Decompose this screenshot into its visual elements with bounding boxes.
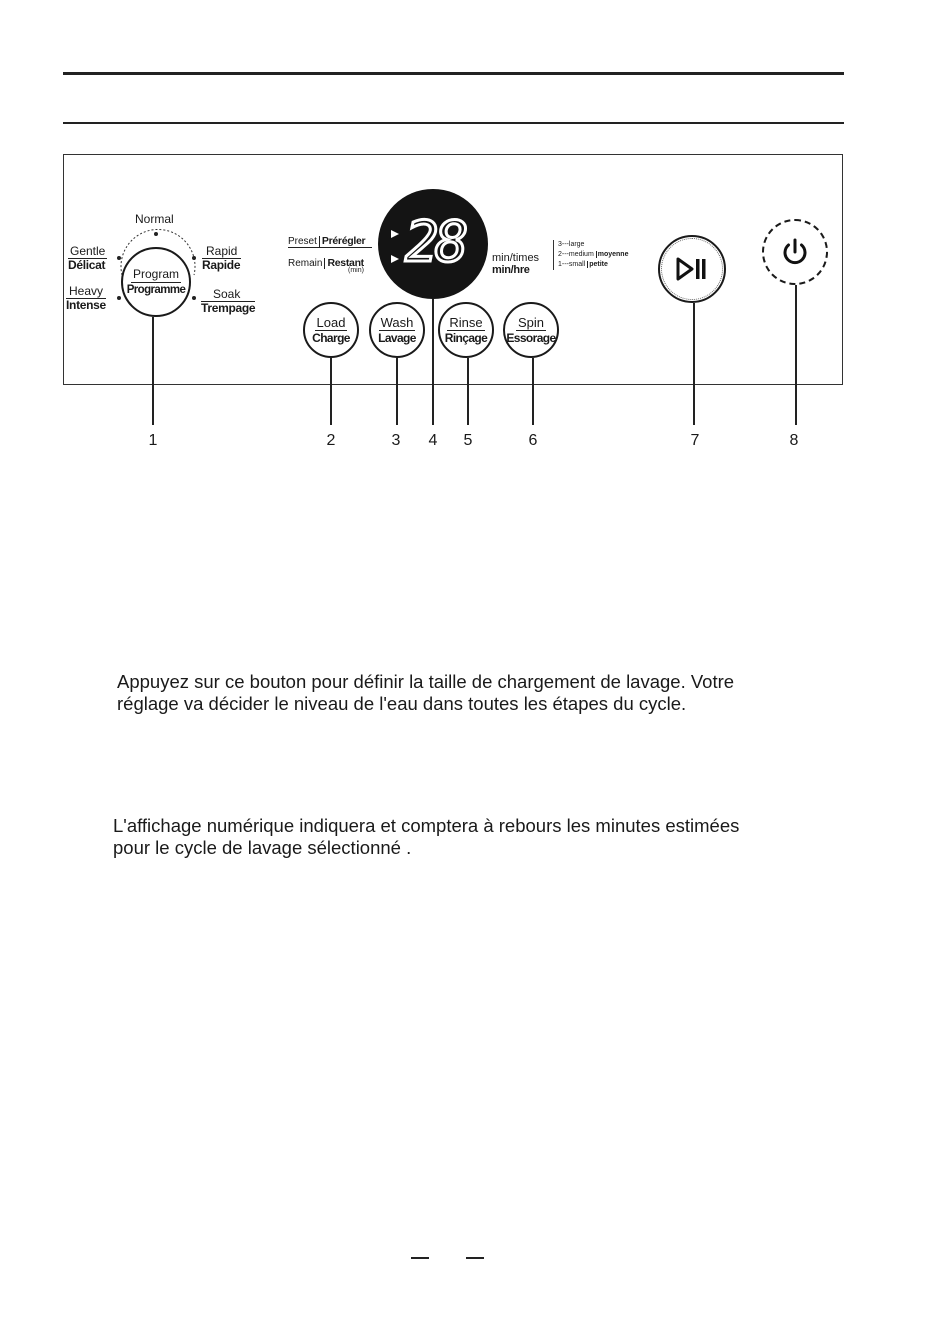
rinse-button-label-fr: Rinçage: [444, 330, 488, 345]
callout-8: 8: [789, 432, 799, 449]
program-button[interactable]: [121, 247, 191, 317]
spin-button-label: Spin: [517, 314, 545, 330]
preset-label: Preset: [288, 236, 317, 247]
spin-button[interactable]: [503, 302, 559, 358]
unit-label-group: [492, 252, 539, 276]
callout-3: 3: [391, 432, 401, 449]
callout-1: 1: [148, 432, 158, 449]
leader-line-4: [432, 299, 434, 425]
remain-indicator-icon: [390, 254, 400, 264]
size-small-fr: petite: [589, 261, 608, 268]
callout-2: 2: [326, 432, 336, 449]
gentle-label: Gentle: [70, 244, 106, 258]
remain-label-fr: Restant: [327, 257, 364, 269]
heavy-label-fr: Intense: [66, 298, 106, 312]
header-rule-bottom: [63, 122, 844, 124]
display-digits: 28: [405, 210, 465, 275]
preset-divider: [288, 247, 372, 248]
dial-dot-normal: [154, 232, 158, 236]
wash-button-label-fr: Lavage: [378, 330, 416, 345]
remain-label: Remain: [288, 258, 323, 269]
wash-button-label: Wash: [380, 314, 414, 330]
rinse-button[interactable]: [438, 302, 494, 358]
min-note: (min): [348, 267, 364, 274]
power-button[interactable]: [762, 219, 828, 285]
size-medium-row: [558, 250, 628, 260]
callout-6: 6: [528, 432, 538, 449]
leader-line-5: [467, 358, 469, 425]
callout-4: 4: [428, 432, 438, 449]
size-large: 3---large: [558, 241, 585, 248]
load-button-label: Load: [316, 314, 346, 330]
rapid-label-fr: Rapide: [202, 258, 241, 272]
load-description-line-1: Appuyez sur ce bouton pour définir la taille de chargement de lavage. Votre: [117, 671, 735, 692]
leader-line-7: [693, 303, 695, 425]
program-heavy-option[interactable]: [66, 285, 106, 312]
load-button-label-fr: Charge: [312, 330, 350, 345]
program-soak-option[interactable]: [201, 288, 255, 315]
display-description-line-2: pour le cycle de lavage sélectionné .: [113, 837, 412, 858]
size-small: 1---small: [558, 261, 586, 268]
display-description-line-1: L'affichage numérique indiquera et comptera à rebours les minutes estimées: [113, 815, 740, 836]
size-medium-fr: moyenne: [597, 251, 629, 258]
soak-label: Soak: [201, 288, 255, 302]
power-icon: [779, 236, 811, 268]
size-medium: 2---medium: [558, 251, 594, 258]
header-rule-top: [63, 72, 844, 75]
unit-label-fr: min/hre: [492, 264, 530, 276]
start-pause-button[interactable]: [658, 235, 726, 303]
play-pause-icon: [675, 256, 709, 282]
program-gentle-option[interactable]: [68, 245, 107, 272]
heavy-label: Heavy: [66, 285, 106, 299]
program-normal-label: Normal: [135, 212, 174, 226]
dial-dot-gentle: [117, 256, 121, 260]
leader-line-8: [795, 285, 797, 425]
preset-label-fr: Prérégler: [321, 235, 366, 247]
size-legend: [553, 240, 628, 270]
leader-line-1: [152, 317, 154, 425]
callout-5: 5: [463, 432, 473, 449]
load-button[interactable]: [303, 302, 359, 358]
wash-button[interactable]: [369, 302, 425, 358]
page-number-dash-right: [466, 1257, 484, 1259]
dial-dot-heavy: [117, 296, 121, 300]
rapid-label: Rapid: [202, 245, 241, 259]
callout-7: 7: [690, 432, 700, 449]
dial-dot-soak: [192, 296, 196, 300]
soak-label-fr: Trempage: [201, 301, 256, 315]
preset-indicator-icon: [390, 229, 400, 239]
size-small-row: [558, 260, 628, 270]
program-button-label: Program: [132, 266, 179, 281]
load-description-line-2: réglage va décider le niveau de l'eau dans toutes les étapes du cycle.: [117, 693, 687, 714]
rinse-button-label: Rinse: [449, 314, 483, 330]
page-number-dash-left: [411, 1257, 429, 1259]
gentle-label-fr: Délicat: [68, 258, 106, 272]
leader-line-6: [532, 358, 534, 425]
dial-dot-rapid: [192, 256, 196, 260]
program-rapid-option[interactable]: [202, 245, 241, 272]
spin-button-label-fr: Essorage: [506, 330, 556, 345]
program-button-label-fr: Programme: [126, 283, 186, 296]
unit-label: min/times: [492, 252, 540, 264]
leader-line-2: [330, 358, 332, 425]
leader-line-3: [396, 358, 398, 425]
